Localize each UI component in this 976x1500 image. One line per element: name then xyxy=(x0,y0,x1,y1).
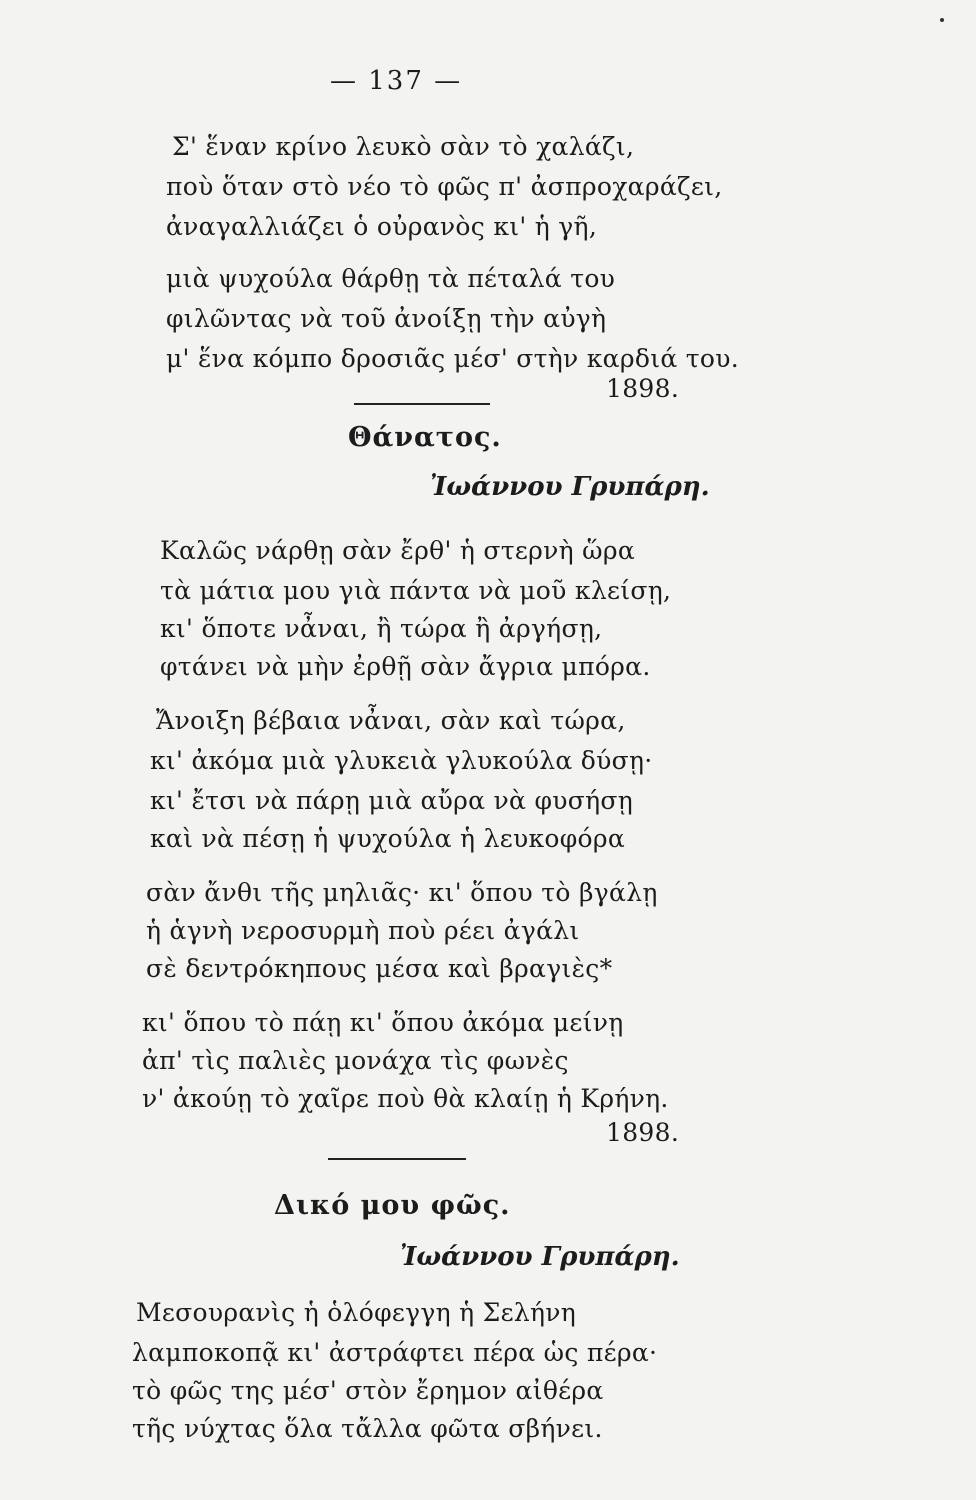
poem-line: ἀπ' τὶς παλιὲς μονάχα τὶς φωνὲς xyxy=(142,1046,569,1075)
poem-year: 1898. xyxy=(606,374,680,403)
page-number: — 137 — xyxy=(330,66,463,96)
poem-line: τὰ μάτια μου γιὰ πάντα νὰ μοῦ κλείσῃ, xyxy=(160,576,672,605)
poem-line: μιὰ ψυχούλα θάρθῃ τὰ πέταλά του xyxy=(166,264,616,293)
poem-title: Δικό μου φῶς. xyxy=(274,1190,511,1221)
poem-line: λαμποκοπᾷ κι' ἀστράφτει πέρα ὡς πέρα· xyxy=(132,1338,658,1367)
poem-line: καὶ νὰ πέσῃ ἡ ψυχούλα ἡ λευκοφόρα xyxy=(150,824,626,853)
poem-line: κι' ὅπου τὸ πάῃ κι' ὅπου ἀκόμα μείνῃ xyxy=(142,1008,624,1037)
poem-line: φτάνει νὰ μὴν ἐρθῇ σὰν ἄγρια μπόρα. xyxy=(160,652,651,681)
poem-line: Ἄνοιξη βέβαια νἆναι, σὰν καὶ τώρα, xyxy=(156,706,626,735)
poem-line: ἀναγαλλιάζει ὁ οὐρανὸς κι' ἡ γῆ, xyxy=(166,212,598,241)
scan-speck xyxy=(940,18,944,22)
poem-line: κι' ἀκόμα μιὰ γλυκειὰ γλυκούλα δύσῃ· xyxy=(150,746,653,775)
poem-line: Σ' ἕναν κρίνο λευκὸ σὰν τὸ χαλάζι, xyxy=(172,132,635,161)
poem-line: ἡ ἁγνὴ νεροσυρμὴ ποὺ ρέει ἀγάλι xyxy=(146,916,580,945)
poem-line: κι' ὅποτε νἆναι, ἢ τώρα ἢ ἀργήσῃ, xyxy=(160,614,603,643)
poem-author: Ἰωάννου Γρυπάρη. xyxy=(400,1242,680,1272)
poem-author: Ἰωάννου Γρυπάρη. xyxy=(430,472,710,502)
poem-year: 1898. xyxy=(606,1118,680,1147)
poem-line: σὲ δεντρόκηπους μέσα καὶ βραγιὲς* xyxy=(146,954,613,983)
poem-title: Θάνατος. xyxy=(348,422,502,453)
section-divider xyxy=(328,1158,466,1160)
poem-line: μ' ἕνα κόμπο δροσιᾶς μέσ' στὴν καρδιά του. xyxy=(166,344,739,373)
poem-line: ν' ἀκούῃ τὸ χαῖρε ποὺ θὰ κλαίῃ ἡ Κρήνη. xyxy=(142,1084,669,1113)
poem-line: σὰν ἄνθι τῆς μηλιᾶς· κι' ὅπου τὸ βγάλῃ xyxy=(146,878,658,907)
poem-line: τῆς νύχτας ὅλα τἄλλα φῶτα σβήνει. xyxy=(132,1414,603,1443)
poem-line: φιλῶντας νὰ τοῦ ἀνοίξῃ τὴν αὐγὴ xyxy=(166,304,607,333)
poem-line: ποὺ ὅταν στὸ νέο τὸ φῶς π' ἀσπροχαράζει, xyxy=(166,172,723,201)
section-divider xyxy=(354,403,490,405)
poem-line: τὸ φῶς της μέσ' στὸν ἔρημον αἰθέρα xyxy=(132,1376,604,1405)
poem-line: Καλῶς νάρθῃ σὰν ἔρθ' ἡ στερνὴ ὥρα xyxy=(160,536,636,565)
poem-line: Μεσουρανὶς ἡ ὁλόφεγγη ἡ Σελήνη xyxy=(136,1298,577,1327)
poem-line: κι' ἔτσι νὰ πάρῃ μιὰ αὔρα νὰ φυσήσῃ xyxy=(150,786,634,815)
